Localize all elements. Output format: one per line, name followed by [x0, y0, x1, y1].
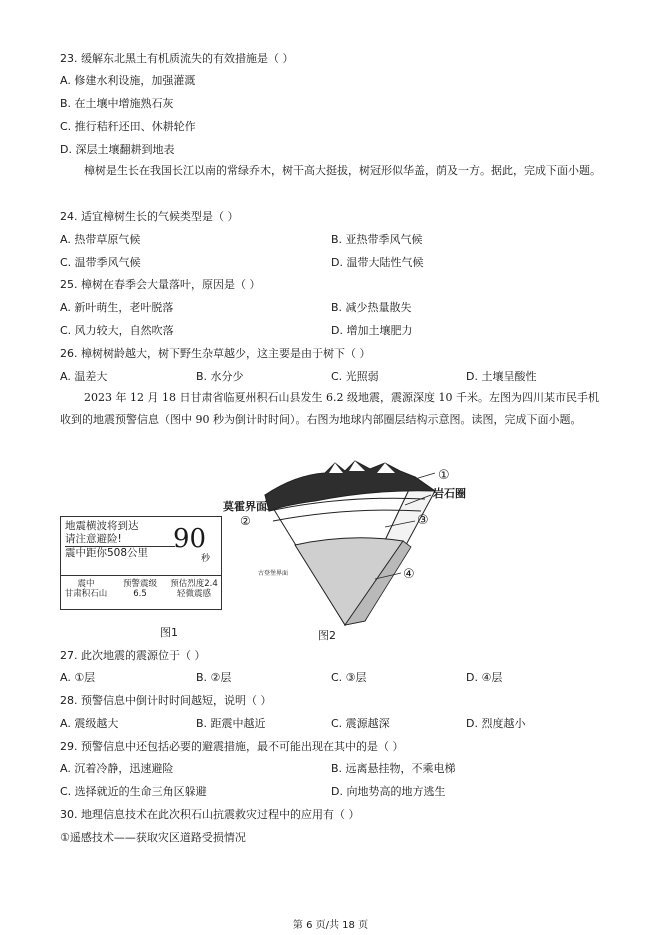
- epicenter-label: 震中: [77, 579, 95, 589]
- passage-earthquake: 2023 年 12 月 18 日甘肃省临夏州积石山县发生 6.2 级地震，震源深度 10 千米。左图为四川某市民手机收到的地震预警信息（图中 90 秒为倒计时时间）。右图为地球内部圈层结构示意图。读图，完成下面小题。: [60, 391, 599, 426]
- q23-option-b: B. 在土壤中增施熟石灰: [60, 97, 174, 110]
- label-gutenberg: 古登堡界面: [258, 570, 289, 577]
- q23-option-a: A. 修建水利设施，加强灌溉: [60, 74, 196, 87]
- q28-option-d: D. 烈度越小: [466, 717, 526, 730]
- countdown-unit: 秒: [201, 554, 211, 564]
- q29-option-b: B. 远离悬挂物，不乘电梯: [331, 762, 456, 775]
- q29-option-d: D. 向地势高的地方逃生: [331, 785, 446, 798]
- warning-intensity: [167, 579, 221, 599]
- q28-option-a: A. 震级越大: [60, 717, 119, 730]
- page-footer: 第 6 页/共 18 页: [292, 920, 369, 931]
- q26-option-a: A. 温差大: [60, 370, 108, 383]
- q23-option-d: D. 深层土壤翻耕到地表: [60, 143, 175, 156]
- warning-epicenter: [63, 579, 109, 599]
- q24-option-c: C. 温带季风气候: [60, 256, 141, 269]
- q24-option-d: D. 温带大陆性气候: [331, 256, 424, 269]
- q26-option-c: C. 光照弱: [331, 370, 379, 383]
- q25-stem: 25. 樟树在春季会大量落叶，原因是（ ）: [60, 278, 261, 291]
- q23-option-c: C. 推行秸秆还田、休耕轮作: [60, 120, 196, 133]
- q25-option-a: A. 新叶萌生，老叶脱落: [60, 301, 174, 314]
- warning-message: [65, 520, 175, 560]
- label-layer-2: ②: [240, 514, 251, 528]
- q24-stem: 24. 适宜樟树生长的气候类型是（ ）: [60, 210, 239, 223]
- magnitude-value: 6.5: [133, 589, 147, 599]
- q27-option-c: C. ③层: [331, 671, 367, 684]
- q29-stem: 29. 预警信息中还包括必要的避震措施，最不可能出现在其中的是（ ）: [60, 740, 404, 753]
- label-lithosphere: 岩石圈: [433, 487, 466, 500]
- intensity-value: 轻微震感: [176, 589, 211, 599]
- q29-option-c: C. 选择就近的生命三角区躲避: [60, 785, 207, 798]
- figure1-caption: 图1: [160, 626, 178, 639]
- warning-line-2: 请注意避险!: [65, 533, 122, 545]
- label-layer-4: ④: [403, 567, 415, 582]
- q28-option-b: B. 距震中越近: [196, 717, 266, 730]
- q29-option-a: A. 沉着冷静，迅速避险: [60, 762, 174, 775]
- q24-option-a: A. 热带草原气候: [60, 233, 141, 246]
- leader-1: [415, 473, 435, 479]
- q27-option-d: D. ④层: [466, 671, 503, 684]
- label-layer-1: ①: [438, 468, 450, 483]
- q27-option-b: B. ②层: [196, 671, 232, 684]
- q25-option-d: D. 增加土壤肥力: [331, 324, 413, 337]
- q27-stem: 27. 此次地震的震源位于（ ）: [60, 649, 206, 662]
- q28-option-c: C. 震源越深: [331, 717, 390, 730]
- earth-interior-diagram: [225, 455, 465, 639]
- q28-stem: 28. 预警信息中倒计时时间越短，说明（ ）: [60, 694, 272, 707]
- q26-option-b: B. 水分少: [196, 370, 244, 383]
- q23-stem: 23. 缓解东北黑土有机质流失的有效措施是（ ）: [60, 52, 294, 65]
- q25-option-c: C. 风力较大，自然吹落: [60, 324, 174, 337]
- magnitude-label: 预警震级: [122, 579, 157, 589]
- epicenter-value: 甘肃积石山: [64, 589, 108, 599]
- q27-option-a: A. ①层: [60, 671, 96, 684]
- countdown-seconds: 90: [173, 524, 207, 554]
- label-moho: 莫霍界面: [223, 500, 267, 513]
- q30-item-1: ①遥感技术——获取灾区道路受损情况: [60, 831, 246, 844]
- warning-line-3: 震中距你508公里: [65, 546, 175, 560]
- label-layer-3: ③: [417, 513, 429, 528]
- passage-camphor: 樟树是生长在我国长江以南的常绿乔木，树干高大挺拔，树冠形似华盖，荫及一方。据此，完成下面小题。: [84, 164, 601, 177]
- warning-line-1: 地震横波将到达: [65, 520, 139, 532]
- q25-option-b: B. 减少热量散失: [331, 301, 412, 314]
- q26-stem: 26. 樟树树龄越大，树下野生杂草越少，这主要是由于树下（ ）: [60, 347, 371, 360]
- figure2-caption: 图2: [318, 629, 336, 642]
- warning-divider: [61, 575, 221, 576]
- warning-magnitude: [115, 579, 165, 599]
- q26-option-d: D. 土壤呈酸性: [466, 370, 537, 383]
- q30-stem: 30. 地理信息技术在此次积石山抗震救灾过程中的应用有（ ）: [60, 808, 360, 821]
- q24-option-b: B. 亚热带季风气候: [331, 233, 423, 246]
- intensity-label: 预估烈度2.4: [170, 579, 218, 589]
- earthquake-warning-box: [60, 516, 222, 610]
